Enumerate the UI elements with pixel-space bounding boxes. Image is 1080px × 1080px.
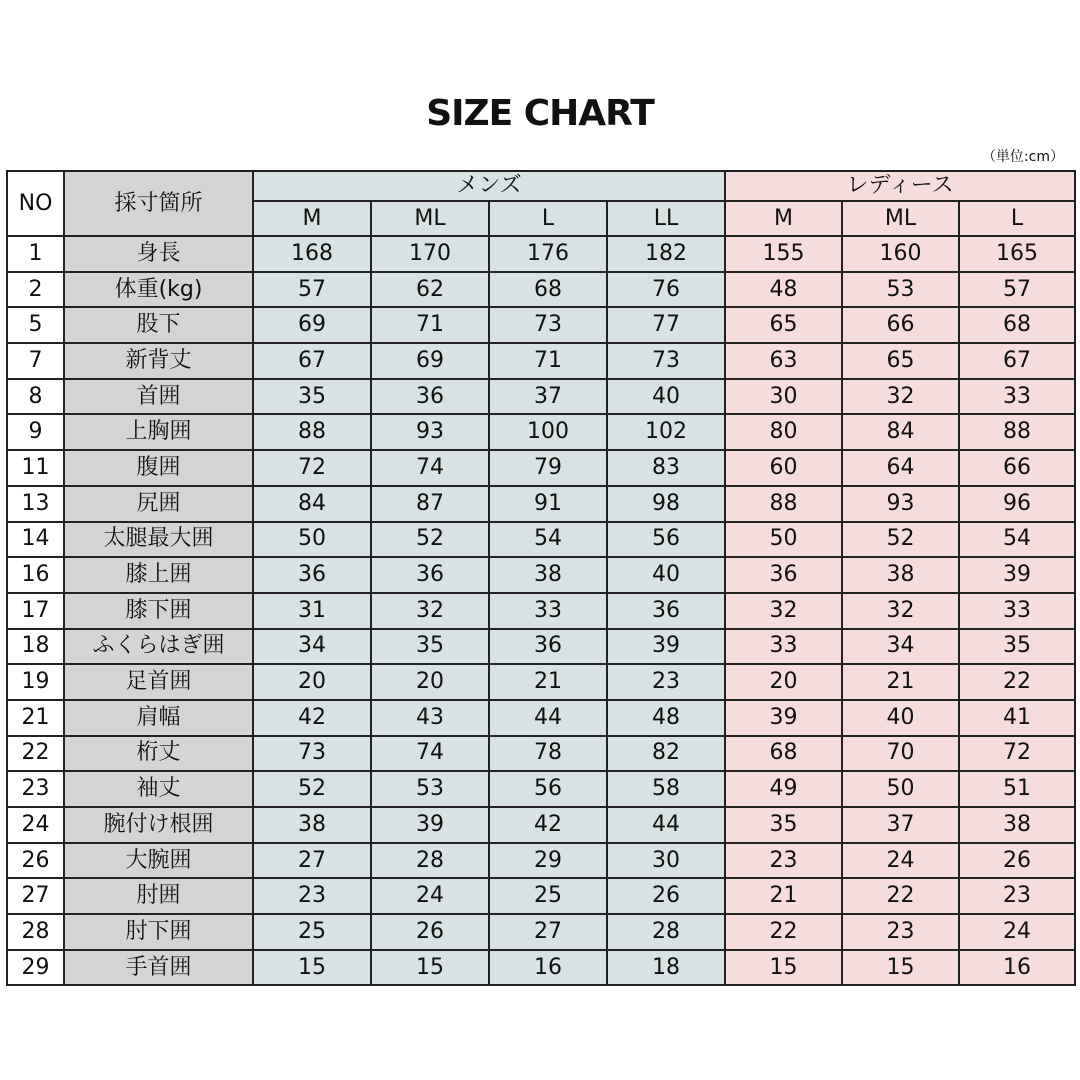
ladies-value: 50 [842,771,959,807]
ladies-value: 93 [842,486,959,522]
table-row [7,664,1075,700]
men-value: 35 [253,379,371,415]
men-value: 38 [253,807,371,843]
ladies-value: 155 [725,236,842,272]
men-value: 40 [607,379,725,415]
men-value: 32 [371,593,489,629]
ladies-value: 84 [842,414,959,450]
ladies-value: 88 [725,486,842,522]
row-part: 肘下囲 [64,914,253,950]
header-men-size: ML [371,201,489,236]
table-row [7,414,1075,450]
ladies-value: 38 [959,807,1075,843]
men-value: 23 [253,878,371,914]
men-value: 42 [253,700,371,736]
ladies-value: 16 [959,950,1075,986]
men-value: 73 [253,736,371,772]
row-no: 7 [7,343,64,379]
men-value: 98 [607,486,725,522]
ladies-value: 34 [842,629,959,665]
ladies-value: 49 [725,771,842,807]
men-value: 20 [253,664,371,700]
row-part: 膝下囲 [64,593,253,629]
row-no: 28 [7,914,64,950]
ladies-value: 23 [842,914,959,950]
table-row [7,736,1075,772]
ladies-value: 64 [842,450,959,486]
size-chart-table [6,170,1076,986]
row-part: 太腿最大囲 [64,522,253,558]
row-part: 新背丈 [64,343,253,379]
ladies-value: 21 [842,664,959,700]
men-value: 72 [253,450,371,486]
men-value: 16 [489,950,607,986]
men-value: 82 [607,736,725,772]
men-value: 36 [253,557,371,593]
men-value: 36 [489,629,607,665]
ladies-value: 32 [725,593,842,629]
men-value: 58 [607,771,725,807]
men-value: 36 [371,557,489,593]
table-row [7,843,1075,879]
men-value: 44 [489,700,607,736]
row-part: 足首囲 [64,664,253,700]
unit-note: （単位:cm） [981,149,1064,165]
men-value: 25 [253,914,371,950]
ladies-value: 57 [959,272,1075,308]
table-row [7,557,1075,593]
men-value: 91 [489,486,607,522]
men-value: 57 [253,272,371,308]
men-value: 74 [371,450,489,486]
ladies-value: 32 [842,379,959,415]
ladies-value: 35 [959,629,1075,665]
header-ladies-size: M [725,201,842,236]
men-value: 56 [607,522,725,558]
ladies-value: 80 [725,414,842,450]
men-value: 33 [489,593,607,629]
men-value: 176 [489,236,607,272]
men-value: 30 [607,843,725,879]
men-value: 31 [253,593,371,629]
row-no: 29 [7,950,64,986]
ladies-value: 66 [959,450,1075,486]
ladies-value: 63 [725,343,842,379]
men-value: 43 [371,700,489,736]
ladies-value: 23 [725,843,842,879]
ladies-value: 24 [959,914,1075,950]
men-value: 87 [371,486,489,522]
men-value: 102 [607,414,725,450]
men-value: 34 [253,629,371,665]
row-part: 腹囲 [64,450,253,486]
men-value: 52 [253,771,371,807]
row-no: 5 [7,307,64,343]
ladies-value: 36 [725,557,842,593]
men-value: 168 [253,236,371,272]
men-value: 54 [489,522,607,558]
men-value: 52 [371,522,489,558]
header-men-size: M [253,201,371,236]
men-value: 62 [371,272,489,308]
ladies-value: 33 [725,629,842,665]
men-value: 76 [607,272,725,308]
men-value: 71 [371,307,489,343]
header-men-size: LL [607,201,725,236]
ladies-value: 30 [725,379,842,415]
ladies-value: 60 [725,450,842,486]
header-ladies-size: ML [842,201,959,236]
ladies-value: 37 [842,807,959,843]
row-part: 身長 [64,236,253,272]
men-value: 38 [489,557,607,593]
header-ladies-size: L [959,201,1075,236]
men-value: 69 [371,343,489,379]
header-part: 採寸箇所 [64,171,253,236]
row-part: 手首囲 [64,950,253,986]
men-value: 37 [489,379,607,415]
header-ladies-group: レディース [725,171,1075,201]
table-row [7,379,1075,415]
ladies-value: 39 [725,700,842,736]
header-row-groups [7,171,1075,201]
row-part: 肘囲 [64,878,253,914]
men-value: 15 [253,950,371,986]
row-no: 19 [7,664,64,700]
men-value: 88 [253,414,371,450]
men-value: 83 [607,450,725,486]
ladies-value: 88 [959,414,1075,450]
men-value: 42 [489,807,607,843]
men-value: 24 [371,878,489,914]
men-value: 69 [253,307,371,343]
men-value: 26 [607,878,725,914]
table-row [7,629,1075,665]
ladies-value: 72 [959,736,1075,772]
men-value: 27 [253,843,371,879]
ladies-value: 21 [725,878,842,914]
row-no: 18 [7,629,64,665]
men-value: 35 [371,629,489,665]
men-value: 50 [253,522,371,558]
row-part: 袖丈 [64,771,253,807]
ladies-value: 54 [959,522,1075,558]
table-row [7,343,1075,379]
ladies-value: 68 [725,736,842,772]
ladies-value: 48 [725,272,842,308]
row-no: 27 [7,878,64,914]
row-part: ふくらはぎ囲 [64,629,253,665]
header-men-group: メンズ [253,171,725,201]
row-part: 股下 [64,307,253,343]
ladies-value: 40 [842,700,959,736]
ladies-value: 68 [959,307,1075,343]
ladies-value: 165 [959,236,1075,272]
men-value: 40 [607,557,725,593]
row-no: 1 [7,236,64,272]
men-value: 28 [607,914,725,950]
men-value: 28 [371,843,489,879]
men-value: 18 [607,950,725,986]
table-row [7,450,1075,486]
men-value: 182 [607,236,725,272]
table-row [7,807,1075,843]
row-part: 肩幅 [64,700,253,736]
men-value: 77 [607,307,725,343]
ladies-value: 33 [959,379,1075,415]
table-row [7,272,1075,308]
ladies-value: 65 [842,343,959,379]
table-row [7,486,1075,522]
ladies-value: 39 [959,557,1075,593]
table-row [7,593,1075,629]
men-value: 78 [489,736,607,772]
ladies-value: 96 [959,486,1075,522]
ladies-value: 22 [842,878,959,914]
men-value: 23 [607,664,725,700]
row-part: 尻囲 [64,486,253,522]
ladies-value: 66 [842,307,959,343]
ladies-value: 50 [725,522,842,558]
ladies-value: 15 [842,950,959,986]
row-part: 腕付け根囲 [64,807,253,843]
table-row [7,950,1075,986]
ladies-value: 41 [959,700,1075,736]
row-no: 21 [7,700,64,736]
men-value: 48 [607,700,725,736]
ladies-value: 65 [725,307,842,343]
ladies-value: 20 [725,664,842,700]
row-no: 14 [7,522,64,558]
ladies-value: 35 [725,807,842,843]
ladies-value: 67 [959,343,1075,379]
table-row [7,771,1075,807]
men-value: 74 [371,736,489,772]
row-no: 11 [7,450,64,486]
men-value: 170 [371,236,489,272]
men-value: 73 [489,307,607,343]
ladies-value: 53 [842,272,959,308]
table-row [7,522,1075,558]
men-value: 39 [371,807,489,843]
men-value: 68 [489,272,607,308]
row-no: 16 [7,557,64,593]
table-row [7,914,1075,950]
ladies-value: 38 [842,557,959,593]
men-value: 79 [489,450,607,486]
ladies-value: 70 [842,736,959,772]
men-value: 21 [489,664,607,700]
ladies-value: 160 [842,236,959,272]
row-no: 26 [7,843,64,879]
row-no: 8 [7,379,64,415]
row-part: 上胸囲 [64,414,253,450]
men-value: 53 [371,771,489,807]
men-value: 20 [371,664,489,700]
row-part: 大腕囲 [64,843,253,879]
ladies-value: 24 [842,843,959,879]
ladies-value: 51 [959,771,1075,807]
men-value: 36 [371,379,489,415]
row-no: 23 [7,771,64,807]
men-value: 26 [371,914,489,950]
row-part: 桁丈 [64,736,253,772]
ladies-value: 26 [959,843,1075,879]
table-row [7,307,1075,343]
men-value: 93 [371,414,489,450]
row-no: 22 [7,736,64,772]
men-value: 39 [607,629,725,665]
men-value: 100 [489,414,607,450]
table-row [7,236,1075,272]
row-no: 9 [7,414,64,450]
ladies-value: 23 [959,878,1075,914]
men-value: 15 [371,950,489,986]
ladies-value: 22 [959,664,1075,700]
row-part: 膝上囲 [64,557,253,593]
row-part: 体重(kg) [64,272,253,308]
row-no: 2 [7,272,64,308]
men-value: 84 [253,486,371,522]
row-no: 24 [7,807,64,843]
header-men-size: L [489,201,607,236]
ladies-value: 52 [842,522,959,558]
ladies-value: 32 [842,593,959,629]
men-value: 71 [489,343,607,379]
men-value: 73 [607,343,725,379]
men-value: 25 [489,878,607,914]
men-value: 36 [607,593,725,629]
header-no: NO [7,171,64,236]
men-value: 27 [489,914,607,950]
table-row [7,700,1075,736]
men-value: 56 [489,771,607,807]
ladies-value: 22 [725,914,842,950]
ladies-value: 15 [725,950,842,986]
men-value: 67 [253,343,371,379]
row-no: 17 [7,593,64,629]
men-value: 44 [607,807,725,843]
page-title: SIZE CHART [426,93,654,134]
row-no: 13 [7,486,64,522]
table-row [7,878,1075,914]
row-part: 首囲 [64,379,253,415]
men-value: 29 [489,843,607,879]
ladies-value: 33 [959,593,1075,629]
